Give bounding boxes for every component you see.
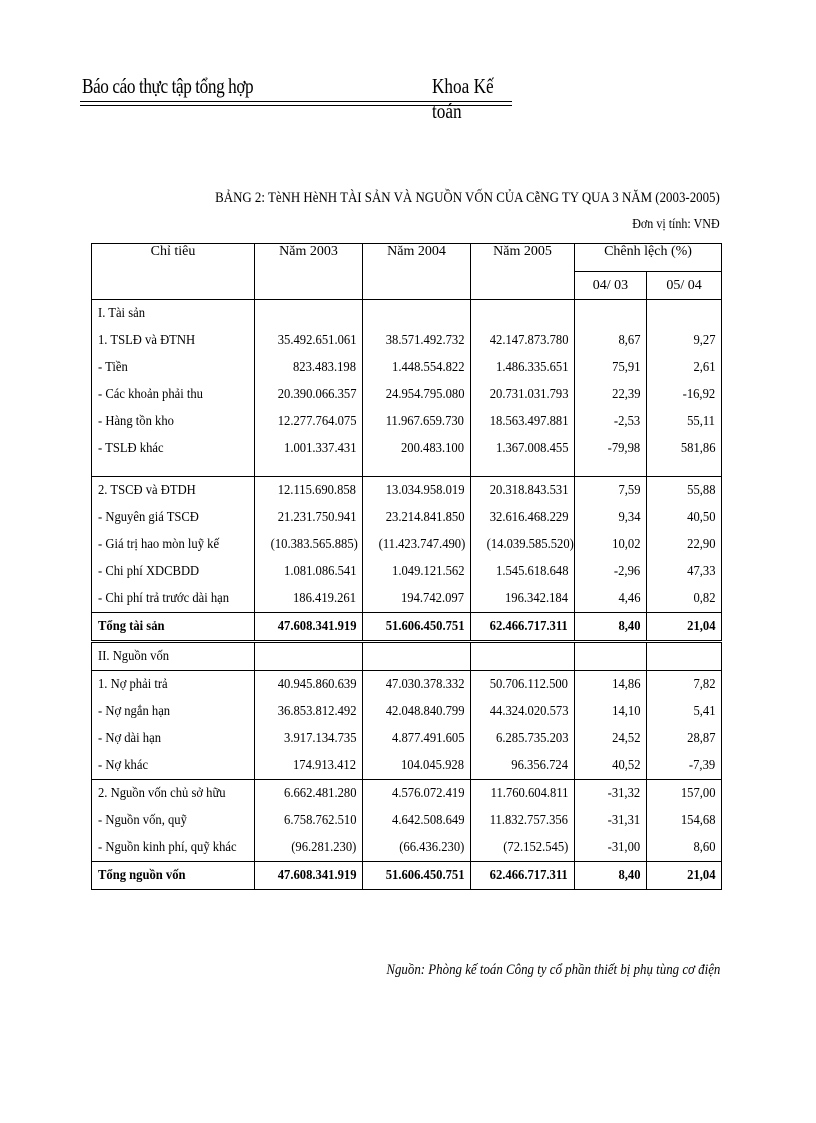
row-label	[92, 642, 255, 671]
cell-v2003	[255, 834, 363, 862]
table-row	[92, 642, 722, 671]
cell-value: -2,96	[613, 563, 640, 579]
cell-value: 4,46	[617, 590, 640, 606]
cell-value: 8,40	[617, 618, 640, 634]
cell-value: 8,40	[617, 867, 640, 883]
row-label-text: Tổng nguồn vốn	[98, 867, 186, 883]
cell-value: (11.423.747.490)	[378, 536, 466, 552]
cell-value: 1.448.554.822	[391, 359, 464, 375]
cell-v2003	[255, 504, 363, 531]
spacer-row	[92, 462, 722, 477]
row-label	[92, 300, 255, 328]
table-row	[92, 477, 722, 505]
cell-value: 1.001.337.431	[283, 440, 356, 456]
row-label	[92, 725, 255, 752]
cell-value: 36.853.812.492	[277, 703, 356, 719]
cell-v2005	[471, 725, 575, 752]
row-label	[92, 862, 255, 890]
cell-d2	[647, 327, 722, 354]
table-row	[92, 834, 722, 862]
cell-value: 32.616.468.229	[489, 509, 568, 525]
row-label	[92, 408, 255, 435]
table-row	[92, 327, 722, 354]
cell-v2003	[255, 354, 363, 381]
cell-value: 1.486.335.651	[495, 359, 568, 375]
cell-d1	[575, 327, 647, 354]
table-row	[92, 613, 722, 642]
cell-value: 196.342.184	[505, 590, 568, 606]
cell-value: 6.662.481.280	[283, 785, 356, 801]
cell-d1	[575, 504, 647, 531]
cell-v2005	[471, 752, 575, 780]
row-label-text: Tổng tài sản	[98, 618, 165, 634]
cell-d1	[575, 531, 647, 558]
cell-d1	[575, 671, 647, 699]
cell-d2	[647, 408, 722, 435]
cell-value: 9,34	[617, 509, 640, 525]
cell-value: (72.152.545)	[502, 839, 568, 855]
cell-d1	[575, 585, 647, 613]
cell-v2004	[363, 862, 471, 890]
cell-value: 22,39	[611, 386, 640, 402]
cell-v2004	[363, 725, 471, 752]
cell-value: 154,68	[680, 812, 716, 828]
cell-d1	[575, 408, 647, 435]
cell-value: 50.706.112.500	[489, 676, 568, 692]
cell-v2005	[471, 834, 575, 862]
cell-d2	[647, 642, 722, 671]
row-label	[92, 381, 255, 408]
header-rule-secondary	[80, 105, 512, 106]
cell-value: 21.231.750.941	[277, 509, 356, 525]
cell-v2005	[471, 613, 575, 642]
cell-v2003	[255, 725, 363, 752]
cell-v2005	[471, 642, 575, 671]
cell-value: 22,90	[686, 536, 716, 552]
cell-value: 40,50	[686, 509, 716, 525]
cell-value: 1.545.618.648	[495, 563, 568, 579]
cell-v2003	[255, 698, 363, 725]
col-header-04-03: 04/ 03	[575, 272, 647, 300]
cell-d2	[647, 698, 722, 725]
cell-value: 38.571.492.732	[385, 332, 464, 348]
cell-value: 11.760.604.811	[490, 785, 568, 801]
cell-d1	[575, 862, 647, 890]
cell-d1	[575, 698, 647, 725]
cell-value: 104.045.928	[401, 757, 464, 773]
cell-v2004	[363, 327, 471, 354]
cell-d1	[575, 300, 647, 328]
cell-value: 21,04	[686, 867, 716, 883]
cell-v2005	[471, 477, 575, 505]
cell-d2	[647, 558, 722, 585]
cell-value: 11.832.757.356	[489, 812, 568, 828]
cell-v2004	[363, 834, 471, 862]
table-row	[92, 585, 722, 613]
table-row	[92, 807, 722, 834]
cell-value: -31,00	[607, 839, 640, 855]
cell-value: 14,86	[611, 676, 640, 692]
row-label-text: - Nguồn kinh phí, quỹ khác	[98, 839, 237, 855]
cell-value: 62.466.717.311	[489, 618, 568, 634]
cell-v2004	[363, 613, 471, 642]
cell-value: 14,10	[611, 703, 640, 719]
cell-d2	[647, 354, 722, 381]
cell-value: 44.324.020.573	[489, 703, 568, 719]
cell-v2004	[363, 642, 471, 671]
cell-value: (14.039.585.520)	[486, 536, 574, 552]
cell-value: 47.030.378.332	[385, 676, 464, 692]
cell-d1	[575, 642, 647, 671]
cell-d1	[575, 381, 647, 408]
row-label-text: - Giá trị hao mòn luỹ kế	[98, 536, 220, 552]
cell-v2005	[471, 327, 575, 354]
cell-value: 581,86	[680, 440, 716, 456]
cell-d1	[575, 725, 647, 752]
cell-d2	[647, 435, 722, 462]
cell-d1	[575, 613, 647, 642]
cell-v2003	[255, 381, 363, 408]
cell-value: 4.877.491.605	[391, 730, 464, 746]
cell-d1	[575, 834, 647, 862]
cell-value: 55,88	[686, 482, 716, 498]
cell-value: 47.608.341.919	[277, 867, 356, 883]
cell-v2005	[471, 698, 575, 725]
col-header-2004: Năm 2004	[363, 244, 471, 300]
cell-v2003	[255, 642, 363, 671]
row-label-text: 2. TSCĐ và ĐTDH	[98, 482, 196, 498]
cell-d2	[647, 862, 722, 890]
cell-value: 1.367.008.455	[495, 440, 568, 456]
cell-value: 9,27	[692, 332, 716, 348]
col-header-05-04: 05/ 04	[647, 272, 722, 300]
row-label	[92, 435, 255, 462]
source-note: Nguồn: Phòng kế toán Công ty cổ phần thiết bị phụ tùng cơ điện	[385, 962, 720, 978]
cell-v2005	[471, 435, 575, 462]
cell-d2	[647, 477, 722, 505]
cell-d1	[575, 435, 647, 462]
cell-v2003	[255, 671, 363, 699]
cell-v2004	[363, 531, 471, 558]
cell-d1	[575, 752, 647, 780]
cell-v2004	[363, 354, 471, 381]
cell-value: 24.954.795.080	[385, 386, 464, 402]
table-row	[92, 381, 722, 408]
cell-value: 7,59	[617, 482, 640, 498]
cell-v2003	[255, 807, 363, 834]
row-label	[92, 354, 255, 381]
cell-value: 3.917.134.735	[283, 730, 356, 746]
header-rule	[80, 101, 512, 102]
table-row	[92, 531, 722, 558]
cell-v2004	[363, 671, 471, 699]
table-row	[92, 698, 722, 725]
cell-value: 40,52	[611, 757, 640, 773]
cell-value: 20.731.031.793	[489, 386, 568, 402]
row-label-text: 1. TSLĐ và ĐTNH	[98, 332, 196, 348]
cell-value: 40.945.860.639	[277, 676, 356, 692]
cell-v2005	[471, 504, 575, 531]
table-row	[92, 780, 722, 808]
cell-d2	[647, 531, 722, 558]
table-row	[92, 300, 722, 328]
row-label	[92, 531, 255, 558]
cell-value: 47,33	[686, 563, 716, 579]
cell-v2004	[363, 300, 471, 328]
table-row	[92, 408, 722, 435]
table-row	[92, 752, 722, 780]
row-label	[92, 807, 255, 834]
table-row	[92, 725, 722, 752]
cell-value: (10.383.565.885)	[270, 536, 358, 552]
cell-value: 2,61	[692, 359, 716, 375]
cell-v2004	[363, 585, 471, 613]
row-label	[92, 671, 255, 699]
cell-value: 42.048.840.799	[385, 703, 464, 719]
cell-value: 11.967.659.730	[385, 413, 464, 429]
cell-v2004	[363, 381, 471, 408]
cell-d2	[647, 807, 722, 834]
cell-value: 7,82	[692, 676, 716, 692]
cell-v2003	[255, 558, 363, 585]
cell-v2004	[363, 752, 471, 780]
cell-value: 13.034.958.019	[385, 482, 464, 498]
cell-value: -2,53	[613, 413, 640, 429]
cell-v2005	[471, 807, 575, 834]
cell-v2005	[471, 671, 575, 699]
row-label-text: - Nợ ngắn hạn	[98, 703, 171, 719]
cell-value: 42.147.873.780	[489, 332, 568, 348]
cell-v2005	[471, 381, 575, 408]
cell-v2005	[471, 585, 575, 613]
cell-d1	[575, 780, 647, 808]
cell-v2005	[471, 558, 575, 585]
cell-value: 24,52	[611, 730, 640, 746]
cell-value: 51.606.450.751	[385, 867, 464, 883]
cell-v2003	[255, 327, 363, 354]
cell-d2	[647, 780, 722, 808]
table-row	[92, 504, 722, 531]
cell-value: -79,98	[607, 440, 640, 456]
report-title: Báo cáo thực tập tổng hợp	[82, 74, 254, 98]
cell-v2005	[471, 531, 575, 558]
cell-v2003	[255, 300, 363, 328]
row-label-text: - Nợ khác	[98, 757, 149, 773]
cell-d2	[647, 752, 722, 780]
cell-value: (66.436.230)	[398, 839, 464, 855]
row-label-text: - Chi phí trả trước dài hạn	[98, 590, 230, 606]
table-row	[92, 862, 722, 890]
cell-value: 174.913.412	[293, 757, 356, 773]
cell-d2	[647, 300, 722, 328]
cell-v2004	[363, 698, 471, 725]
cell-value: -7,39	[688, 757, 716, 773]
unit-label: Đơn vị tính: VNĐ	[632, 217, 720, 232]
cell-value: 47.608.341.919	[277, 618, 356, 634]
table-title: BẢNG 2: TèNH HèNH TÀI SẢN VÀ NGUỒN VỐN CỦA CễNG TY QUA 3 NĂM (2003-2005)	[215, 190, 720, 206]
col-header-2005: Năm 2005	[471, 244, 575, 300]
cell-value: 4.576.072.419	[391, 785, 464, 801]
cell-value: 6.285.735.203	[495, 730, 568, 746]
cell-value: 194.742.097	[401, 590, 464, 606]
cell-v2004	[363, 435, 471, 462]
row-label	[92, 327, 255, 354]
cell-value: 8,67	[617, 332, 640, 348]
cell-v2004	[363, 477, 471, 505]
cell-v2004	[363, 504, 471, 531]
cell-v2003	[255, 752, 363, 780]
col-header-2003: Năm 2003	[255, 244, 363, 300]
cell-value: 157,00	[680, 785, 716, 801]
cell-d2	[647, 725, 722, 752]
table-row	[92, 354, 722, 381]
cell-v2003	[255, 408, 363, 435]
row-label	[92, 834, 255, 862]
row-label-text: II. Nguồn vốn	[98, 648, 170, 664]
cell-v2005	[471, 354, 575, 381]
row-label-text: - Tiền	[98, 359, 128, 375]
cell-v2003	[255, 780, 363, 808]
cell-v2003	[255, 477, 363, 505]
cell-value: 20.318.843.531	[489, 482, 568, 498]
row-label	[92, 585, 255, 613]
cell-v2005	[471, 300, 575, 328]
cell-value: 28,87	[686, 730, 716, 746]
cell-value: 6.758.762.510	[283, 812, 356, 828]
cell-value: 12.277.764.075	[277, 413, 356, 429]
cell-value: 23.214.841.850	[385, 509, 464, 525]
cell-value: 0,82	[692, 590, 716, 606]
cell-value: 51.606.450.751	[385, 618, 464, 634]
cell-v2005	[471, 408, 575, 435]
row-label-text: 2. Nguồn vốn chủ sở hữu	[98, 785, 226, 801]
row-label-text: - Hàng tồn kho	[98, 413, 174, 429]
cell-value: 35.492.651.061	[277, 332, 356, 348]
cell-value: 62.466.717.311	[489, 867, 568, 883]
cell-d1	[575, 558, 647, 585]
cell-value: 823.483.198	[293, 359, 356, 375]
table-row	[92, 671, 722, 699]
cell-value: -16,92	[682, 386, 716, 402]
cell-value: -31,32	[607, 785, 640, 801]
cell-value: 18.563.497.881	[489, 413, 568, 429]
cell-value: 75,91	[611, 359, 640, 375]
cell-v2004	[363, 558, 471, 585]
row-label	[92, 780, 255, 808]
cell-value: 20.390.066.357	[277, 386, 356, 402]
cell-d2	[647, 585, 722, 613]
cell-value: 8,60	[692, 839, 716, 855]
cell-value: 200.483.100	[401, 440, 464, 456]
cell-v2005	[471, 780, 575, 808]
cell-value: 10,02	[611, 536, 640, 552]
cell-d1	[575, 807, 647, 834]
cell-d1	[575, 354, 647, 381]
row-label	[92, 613, 255, 642]
cell-d2	[647, 504, 722, 531]
cell-v2005	[471, 862, 575, 890]
row-label-text: - Nợ dài hạn	[98, 730, 161, 746]
cell-value: 4.642.508.649	[391, 812, 464, 828]
cell-value: (96.281.230)	[290, 839, 356, 855]
row-label-text: - Chi phí XDCBDD	[98, 563, 200, 579]
cell-d2	[647, 613, 722, 642]
cell-v2004	[363, 780, 471, 808]
cell-v2003	[255, 862, 363, 890]
cell-v2003	[255, 585, 363, 613]
table-header-row	[92, 244, 722, 272]
cell-value: -31,31	[607, 812, 640, 828]
cell-v2003	[255, 613, 363, 642]
row-label	[92, 558, 255, 585]
row-label	[92, 477, 255, 505]
cell-v2003	[255, 435, 363, 462]
cell-value: 1.049.121.562	[391, 563, 464, 579]
balance-table	[91, 243, 722, 890]
cell-value: 186.419.261	[293, 590, 356, 606]
cell-v2003	[255, 531, 363, 558]
cell-v2004	[363, 807, 471, 834]
department-name: Khoa Kế toán	[432, 74, 494, 123]
row-label	[92, 504, 255, 531]
row-label-text: - Nguyên giá TSCĐ	[98, 509, 199, 525]
col-header-diff: Chênh lệch (%)	[575, 244, 722, 272]
row-label-text: - Nguồn vốn, quỹ	[98, 812, 187, 828]
table-row	[92, 558, 722, 585]
row-label	[92, 698, 255, 725]
table-row	[92, 435, 722, 462]
row-label-text: - TSLĐ khác	[98, 440, 164, 456]
cell-d1	[575, 477, 647, 505]
cell-d2	[647, 834, 722, 862]
row-label-text: - Các khoản phải thu	[98, 386, 203, 402]
cell-value: 1.081.086.541	[283, 563, 356, 579]
cell-d2	[647, 671, 722, 699]
cell-d2	[647, 381, 722, 408]
col-header-indicator: Chỉ tiêu	[92, 244, 255, 300]
page-header	[80, 72, 512, 123]
row-label	[92, 752, 255, 780]
row-label-text: I. Tài sản	[98, 305, 146, 321]
cell-value: 55,11	[687, 413, 716, 429]
cell-value: 12.115.690.858	[277, 482, 356, 498]
cell-value: 21,04	[686, 618, 716, 634]
cell-value: 96.356.724	[511, 757, 568, 773]
row-label-text: 1. Nợ phải trả	[98, 676, 168, 692]
cell-v2004	[363, 408, 471, 435]
table-body	[92, 300, 722, 890]
cell-value: 5,41	[692, 703, 716, 719]
